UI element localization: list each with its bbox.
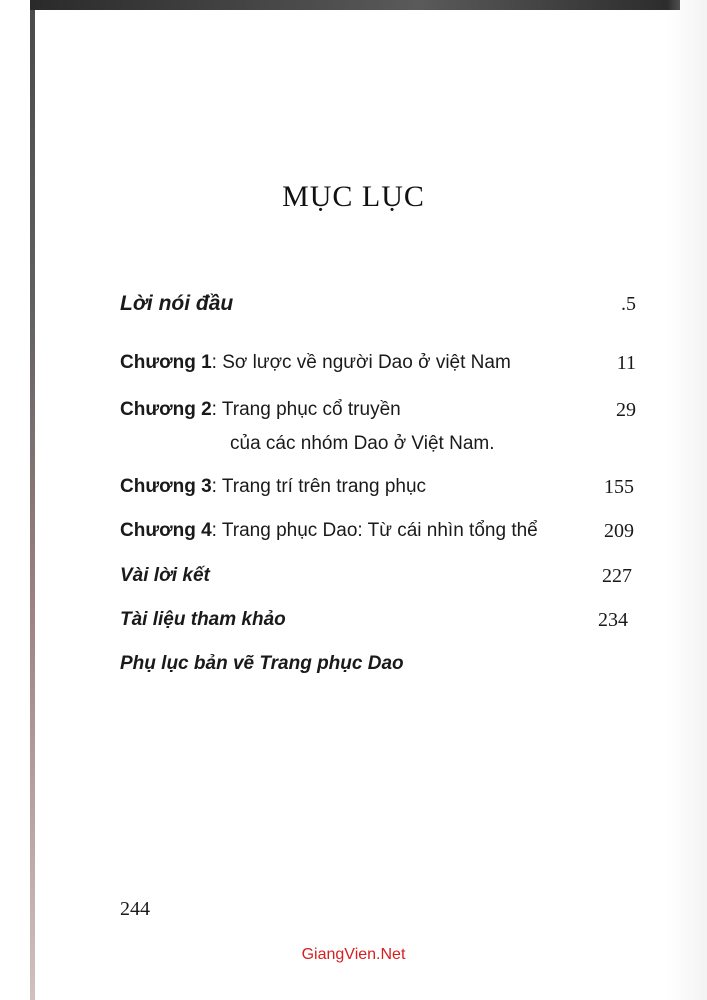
toc-entry-chapter-2 bbox=[120, 396, 640, 424]
toc-chapter-label: Chương 2 bbox=[120, 399, 212, 420]
toc-entry-chapter-3 bbox=[120, 473, 640, 501]
toc-entry-chapter-4 bbox=[120, 517, 640, 545]
toc-entry-page: .5 bbox=[621, 293, 636, 315]
toc-entry-page: 209 bbox=[604, 520, 634, 542]
toc-entry-page: 155 bbox=[604, 476, 634, 498]
toc-entry-page: 234 bbox=[598, 609, 628, 631]
toc-chapter-title: : Trang phục cổ truyền bbox=[211, 399, 401, 420]
page-title: MỤC LỤC bbox=[282, 180, 425, 213]
toc-entry-references bbox=[120, 606, 640, 634]
watermark: GiangVien.Net bbox=[301, 946, 406, 963]
toc-entry-page: 11 bbox=[616, 352, 636, 374]
page-number: 244 bbox=[120, 898, 150, 920]
scan-left-edge bbox=[30, 0, 35, 1000]
toc-chapter-label: Chương 4 bbox=[120, 520, 212, 541]
scan-top-edge bbox=[30, 0, 680, 10]
toc-entry-page: 227 bbox=[602, 565, 632, 587]
toc-entry-label: Vài lời kết bbox=[120, 565, 210, 586]
scan-right-shade bbox=[667, 0, 707, 1000]
toc-entry-chapter-1 bbox=[120, 349, 640, 377]
toc-chapter-title-continued: của các nhóm Dao ở Việt Nam. bbox=[230, 433, 495, 454]
toc-entry-label: Phụ lục bản vẽ Trang phục Dao bbox=[120, 653, 404, 674]
toc-chapter-title: : Sơ lược về người Dao ở việt Nam bbox=[211, 352, 511, 373]
toc-entry-label: Lời nói đầu bbox=[120, 292, 234, 315]
toc-entry-closing bbox=[120, 562, 640, 590]
toc-entry-page: 29 bbox=[616, 399, 636, 421]
toc-entry-appendix bbox=[120, 650, 640, 678]
toc-chapter-title: : Trang trí trên trang phục bbox=[211, 476, 427, 497]
toc-chapter-label: Chương 3 bbox=[120, 476, 212, 497]
toc-chapter-title: : Trang phục Dao: Từ cái nhìn tổng thể bbox=[211, 520, 538, 541]
toc-entry-preface bbox=[120, 290, 640, 319]
toc-entry-label: Tài liệu tham khảo bbox=[120, 609, 286, 630]
toc-chapter-label: Chương 1 bbox=[120, 352, 212, 373]
